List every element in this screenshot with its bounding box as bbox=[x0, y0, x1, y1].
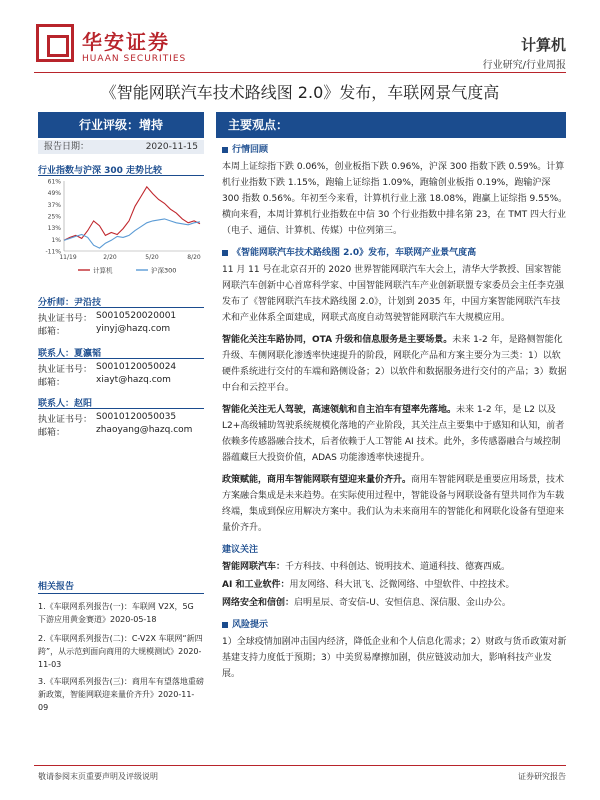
paragraph: 11 月 11 号在北京召开的 2020 世界智能网联汽车大会上，清华大学教授、国家智能网联汽车创新中心首席科学家、中国智能网联汽车产业创新联盟专家委员会主任李克强发布了《智能网联汽车技术路线图 2.0》，计划到 2035 年，中国方案智能网联汽车技术和产业体系全面建成，网联式高度自动驾驶智能网联汽车大规模应用。 bbox=[222, 265, 565, 323]
cert-label: 执业证书号： bbox=[38, 314, 93, 324]
report-title: 《智能网联汽车技术路线图 2.0》发布，车联网景气度高 bbox=[100, 83, 500, 102]
key-points-heading: 主要观点： bbox=[216, 112, 566, 138]
related-report-item[interactable]: 2.《车联网系列报告(二)：C-V2X 车联网“新四跨”，从示范到面向商用的大规模测试》2020-11-03 bbox=[38, 634, 203, 669]
analyst-divider bbox=[38, 307, 204, 308]
paragraph-lead: 政策赋能，商用车智能网联有望迎来量价齐升。 bbox=[222, 475, 412, 485]
cert-label: 执业证书号： bbox=[38, 415, 93, 425]
industry-name: 计算机 bbox=[520, 36, 566, 54]
recommendation-category: 智能网联汽车： bbox=[222, 562, 286, 572]
recommendation bbox=[222, 595, 568, 611]
recommendation bbox=[222, 577, 568, 593]
square-bullet-icon bbox=[222, 250, 228, 256]
report-type: 行业研究/行业周报 bbox=[482, 60, 566, 71]
analyst-name: 分析师：尹沿技 bbox=[38, 298, 102, 308]
section-title: 《智能网联汽车技术路线图 2.0》发布，车联网产业景气度高 bbox=[232, 248, 477, 258]
square-bullet-icon bbox=[222, 622, 228, 628]
contact-mail-row bbox=[38, 375, 171, 388]
recommendation-category: AI 和工业软件： bbox=[222, 580, 290, 590]
recommendation-stocks: 用友网络、科大讯飞、泛微网络、中望软件、中控技术。 bbox=[289, 580, 515, 590]
y-tick-label: 37% bbox=[47, 201, 61, 209]
industry-rating: 行业评级：增持 bbox=[38, 112, 204, 138]
y-tick-label: 25% bbox=[47, 213, 61, 221]
analyst-cert-row bbox=[38, 311, 177, 324]
logo-chinese-name: 华安证券 bbox=[82, 30, 170, 54]
main-content bbox=[222, 140, 568, 688]
analyst-email[interactable]: yinyj@hazq.com bbox=[96, 324, 171, 334]
related-report-item[interactable]: 1.《车联网系列报告(一)：车联网 V2X，5G 下游应用黄金赛道》2020-05-18 bbox=[38, 602, 194, 624]
contact-mail-row bbox=[38, 425, 193, 438]
paragraph bbox=[222, 332, 568, 396]
related-report-item[interactable]: 3.《车联网系列报告(三)：商用车有望落地重磅新政策，智能网联迎来量价齐升》2020-11-09 bbox=[38, 677, 204, 712]
logo-mark bbox=[36, 24, 74, 62]
cert-number: S0010120050024 bbox=[96, 362, 177, 372]
report-date: 2020-11-15 bbox=[145, 142, 198, 152]
cert-number: S0010520020001 bbox=[96, 311, 177, 321]
recommendation-stocks: 启明星辰、奇安信-U、安恒信息、深信服、金山办公。 bbox=[294, 598, 511, 608]
paragraph: 本周上证综指下跌 0.06%，创业板指下跌 0.96%，沪深 300 指数下跌 0.59%。计算机行业指数下跌 1.15%，跑输上证综指 1.09%，跑输创业板指 0.19%，跑输沪深 300 指数 0.56%。年初至今来看，计算机行业上涨 18.08%，跑赢上证综指 9.55%。横向来看，本周计算机行业指数在中信 30 个行业指数中排名第 23，在 TMT 四大行业（电子、通信、计算机、传媒）中位列第三。 bbox=[222, 162, 568, 236]
y-tick-label: 13% bbox=[47, 225, 61, 233]
section-heading bbox=[222, 142, 568, 158]
paragraph bbox=[222, 472, 568, 536]
paragraph: 1）全球疫情加剧冲击国内经济，降低企业和个人信息化需求；2）财政与货币政策对新基建支持力度低于预期；3）中美贸易摩擦加剧，供应链波动加大，影响科技产业发展。 bbox=[222, 637, 567, 679]
index-comparison-chart bbox=[38, 177, 204, 277]
footer-divider bbox=[34, 765, 566, 766]
footer-label: 证券研究报告 bbox=[518, 772, 566, 781]
section-title: 行情回顾 bbox=[232, 145, 269, 155]
y-tick-label: -11% bbox=[45, 248, 61, 256]
footer-disclaimer: 敬请参阅末页重要声明及评级说明 bbox=[38, 772, 158, 781]
report-date-label: 报告日期： bbox=[44, 142, 90, 152]
contact-divider bbox=[38, 358, 204, 359]
contact-email[interactable]: xiayt@hazq.com bbox=[96, 375, 171, 385]
recommendation-category: 网络安全和信创： bbox=[222, 598, 295, 608]
chart-svg bbox=[38, 177, 204, 277]
square-bullet-icon bbox=[222, 147, 228, 153]
mail-label: 邮箱： bbox=[38, 378, 66, 388]
contact-email[interactable]: zhaoyang@hazq.com bbox=[96, 425, 193, 435]
legend-label: 沪深300 bbox=[151, 266, 177, 275]
chart-divider bbox=[38, 175, 204, 176]
section-heading bbox=[222, 617, 568, 633]
paragraph-body: 未来 1-2 年，是 L2 以及 L2+高级辅助驾驶系统规模化落地的产业阶段，其关注点主要集中于感知和认知，前者依赖多传感器融合技术，后者依赖于人工智能 AI 技术。此外，多传感器融合与域控制器蕴藏巨大投资价值，ADAS 功能渗透率快速提升。 bbox=[222, 405, 565, 463]
y-tick-label: 61% bbox=[47, 178, 61, 186]
y-tick-label: 1% bbox=[51, 236, 61, 244]
related-reports-title: 相关报告 bbox=[38, 582, 75, 592]
mail-label: 邮箱： bbox=[38, 327, 66, 337]
x-tick-label: 11/19 bbox=[59, 254, 77, 261]
x-tick-label: 8/20 bbox=[187, 254, 201, 261]
contact-cert-row bbox=[38, 362, 177, 375]
paragraph bbox=[222, 402, 568, 466]
y-tick-label: 49% bbox=[47, 190, 61, 198]
contact-name: 联系人：夏瀛韬 bbox=[38, 349, 102, 359]
cert-number: S0010120050035 bbox=[96, 412, 177, 422]
recommendation-stocks: 千方科技、中科创达、锐明技术、道通科技、德赛西威。 bbox=[285, 562, 511, 572]
paragraph-body: 未来 1-2 年，是路侧智能化升级、车侧网联化渗透率快速提升的阶段，网联化产品和方案主要分为三类：1）以软硬件系统进行交付的车端和路侧设备；2）以软件和数据服务进行交付的产品；3）数据中台和云控平台。 bbox=[222, 335, 567, 393]
section-heading bbox=[222, 542, 568, 558]
paragraph-lead: 智能化关注车路协同，OTA 升级和信息服务是主要场景。 bbox=[222, 335, 453, 345]
analyst-mail-row bbox=[38, 324, 171, 337]
x-tick-label: 5/20 bbox=[145, 254, 159, 261]
series-line bbox=[64, 219, 200, 248]
section-title: 风险提示 bbox=[232, 620, 269, 630]
paragraph-lead: 智能化关注无人驾驶，高速领航和自主泊车有望率先落地。 bbox=[222, 405, 457, 415]
header-divider bbox=[34, 72, 566, 73]
paragraph-body: 商用车智能网联是重要应用场景，技术方案融合集成是未来趋势。在实际使用过程中，智能设备与网联设备有望共同作为车载终端，集成到保应用解决方案中。我们认为未来商用车的智能化和网联化设备有望迎来量价齐升。 bbox=[222, 475, 565, 533]
contact-divider bbox=[38, 408, 204, 409]
related-divider bbox=[38, 593, 204, 594]
mail-label: 邮箱： bbox=[38, 428, 66, 438]
logo-english-name: HUAAN SECURITIES bbox=[82, 54, 187, 64]
section-heading bbox=[222, 245, 568, 261]
report-date-bar bbox=[38, 140, 204, 154]
section-title: 建议关注 bbox=[222, 545, 259, 555]
recommendation bbox=[222, 559, 568, 575]
cert-label: 执业证书号： bbox=[38, 365, 93, 375]
company-logo bbox=[36, 24, 186, 70]
contact-cert-row bbox=[38, 412, 177, 425]
contact-name: 联系人：赵阳 bbox=[38, 399, 93, 409]
legend-label: 计算机 bbox=[93, 266, 113, 275]
x-tick-label: 2/20 bbox=[103, 254, 117, 261]
chart-title: 行业指数与沪深 300 走势比较 bbox=[38, 166, 163, 176]
series-line bbox=[64, 187, 200, 241]
